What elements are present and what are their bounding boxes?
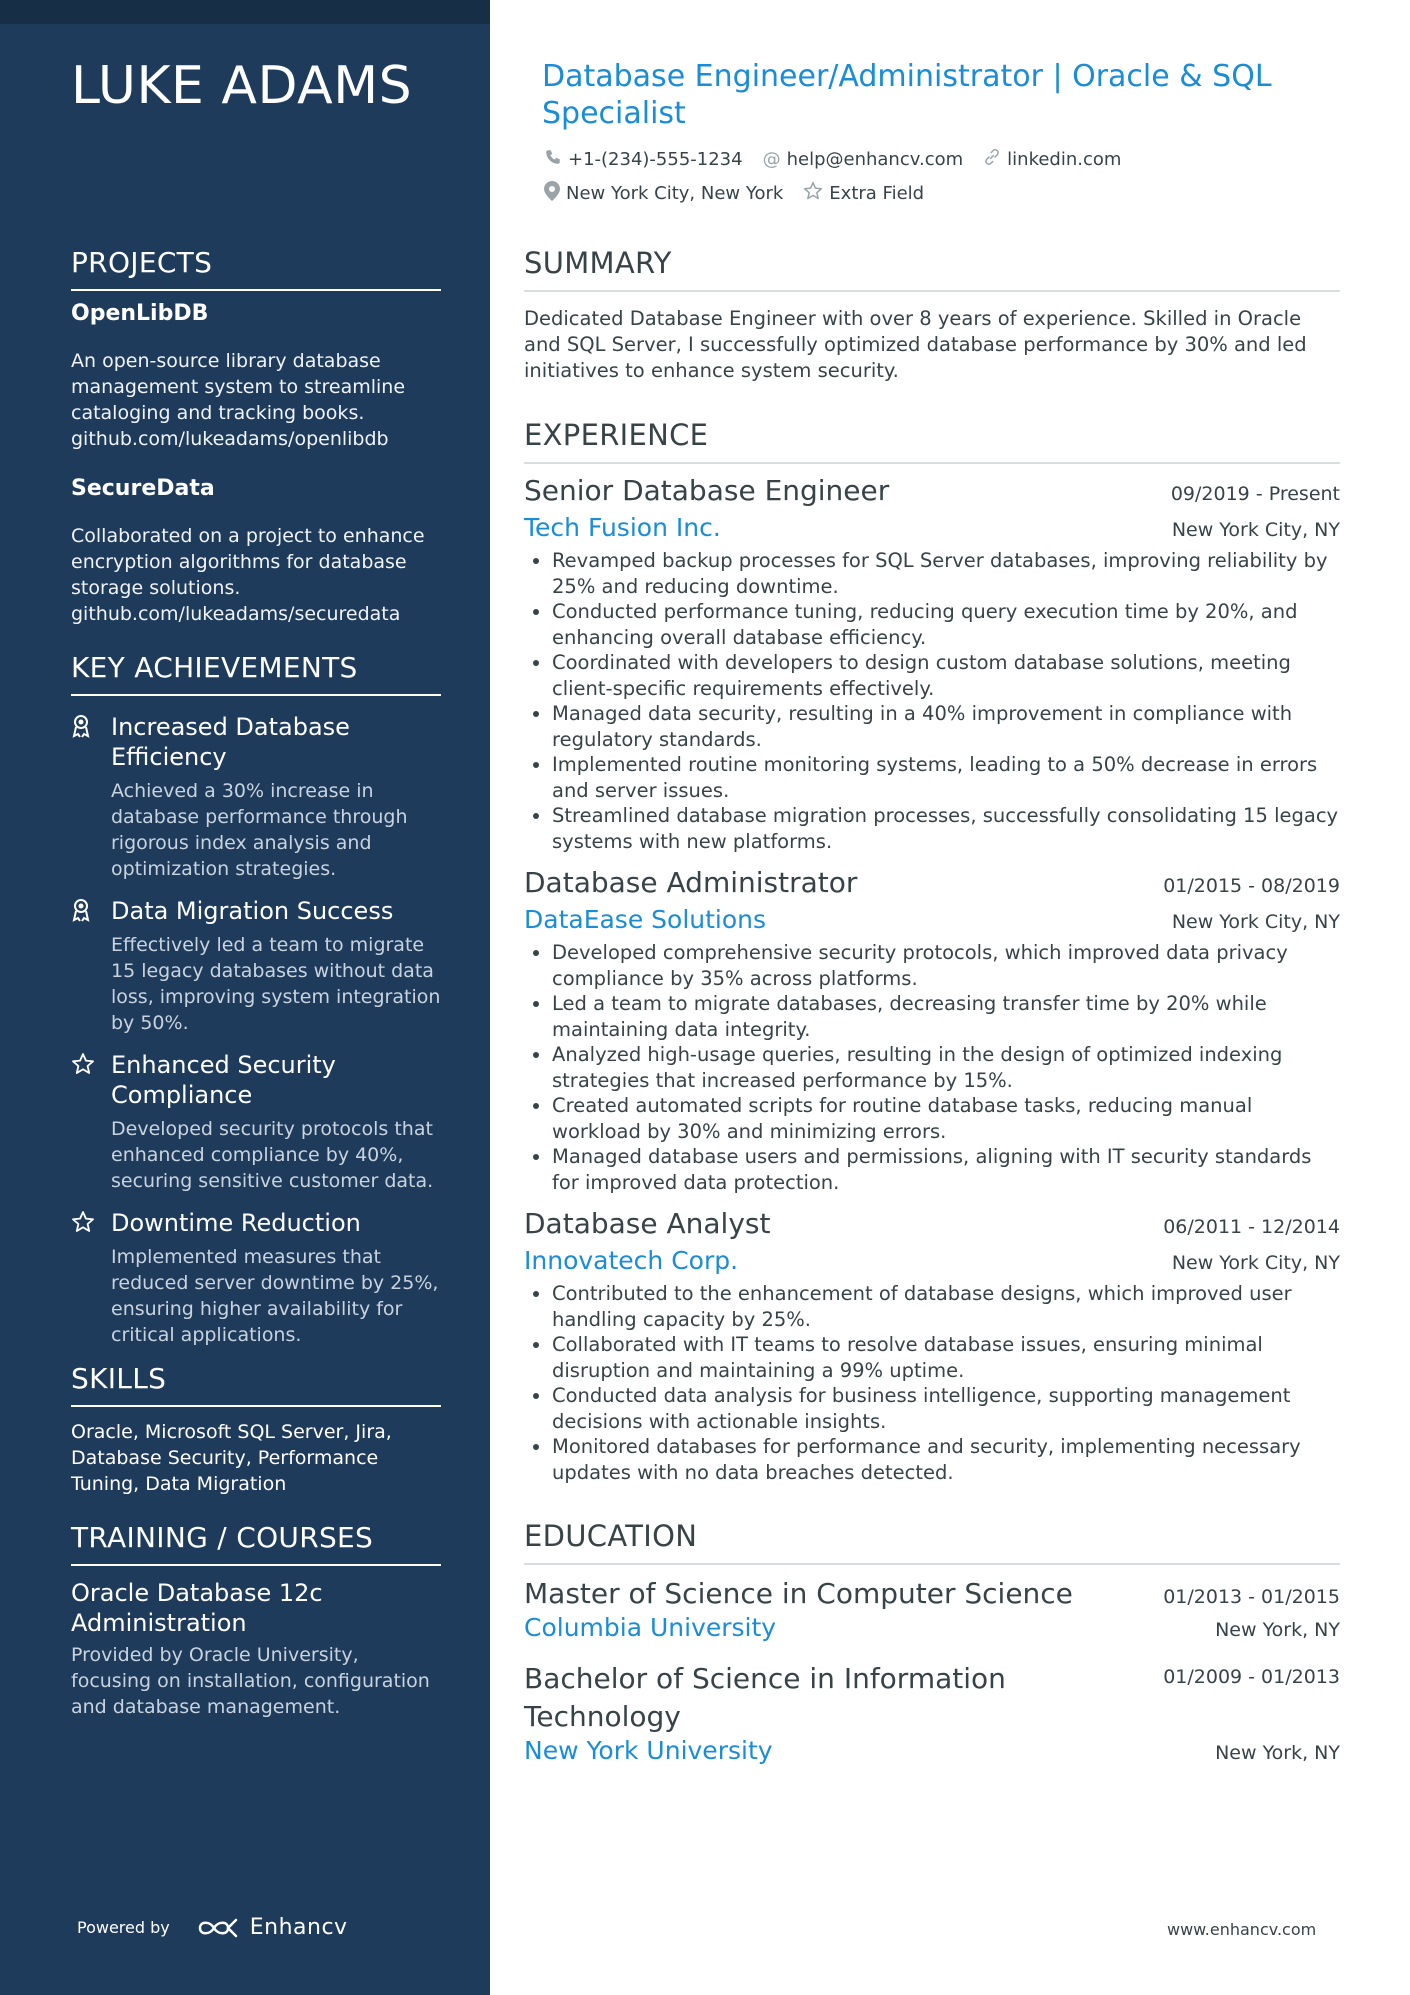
achievement-title: Enhanced Security Compliance [111,1051,336,1109]
education-item [524,1575,1340,1642]
star-icon [803,181,823,206]
experience-item [524,1207,1340,1485]
job-dates: 09/2019 - Present [1170,483,1340,505]
contact-location [544,181,783,206]
course-description: Provided by Oracle University, focusing on installation, configuration and database management. [71,1644,430,1718]
project-name: SecureData [71,476,215,501]
candidate-name: LUKE ADAMS [71,56,413,116]
achievement-title: Increased Database Efficiency [111,713,350,771]
projects-title: PROJECTS [71,246,441,291]
project-description: An open-source library database management system to streamline cataloging and tracking books. github.com/lukeadams/openlibdb [71,350,406,450]
achievement-description: Developed security protocols that enhanced compliance by 40%, securing sensitive customer data. [111,1118,434,1192]
contact-linkedin[interactable] [983,148,1121,171]
powered-by [77,1915,348,1940]
bullet-item: • Managed database users and permissions, aligning with IT security standards for improved data protection. [552,1144,1340,1195]
brand-logo [196,1915,348,1940]
edu-dates: 01/2009 - 01/2013 [1163,1666,1340,1688]
achievement-title: Downtime Reduction [111,1209,361,1237]
email-text: help@enhancv.com [786,149,964,170]
job-location: New York City, NY [1171,1252,1340,1274]
job-bullets [524,940,1340,1195]
phone-text: +1-(234)-555-1234 [568,149,743,170]
skills-section [71,1362,441,1497]
job-dates: 06/2011 - 12/2014 [1163,1216,1340,1238]
sidebar-content [71,246,441,1744]
main-content [524,246,1340,1783]
contact-phone[interactable] [544,148,743,171]
bullet-item: • Collaborated with IT teams to resolve database issues, ensuring minimal disruption and maintaining a 99% uptime. [552,1332,1340,1383]
bullet-item: • Analyzed high-usage queries, resulting in the design of optimized indexing strategies that increased performance by 15%. [552,1042,1340,1093]
bullet-item: • Coordinated with developers to design custom database solutions, meeting client-specific requirements effectively. [552,650,1340,701]
project-name: OpenLibDB [71,301,209,326]
bullet-item: • Created automated scripts for routine database tasks, reducing manual workload by 30% and minimizing errors. [552,1093,1340,1144]
degree: Bachelor of Science in Information Technology [524,1662,1006,1733]
achievements-title: KEY ACHIEVEMENTS [71,651,441,696]
bullet-item: • Developed comprehensive security protocols, which improved data privacy compliance by 35% across platforms. [552,940,1340,991]
job-company: Innovatech Corp. [524,1246,739,1275]
course-title: Oracle Database 12c Administration [71,1579,323,1637]
achievement-item [71,1050,441,1194]
powered-by-label: Powered by [77,1918,170,1937]
job-role: Database Administrator [524,866,858,899]
job-bullets [524,548,1340,854]
job-location: New York City, NY [1171,911,1340,933]
experience-title: EXPERIENCE [524,418,1340,464]
star-icon [71,1050,111,1194]
sidebar [0,0,490,1995]
star-icon [71,1208,111,1348]
school: Columbia University [524,1613,777,1642]
bullet-item: • Managed data security, resulting in a 40% improvement in compliance with regulatory standards. [552,701,1340,752]
achievement-item [71,896,441,1036]
school: New York University [524,1736,773,1765]
experience-item [524,866,1340,1195]
achievement-title: Data Migration Success [111,897,394,925]
phone-icon [544,148,562,171]
enhancv-logo-icon [196,1916,242,1940]
edu-location: New York, NY [1215,1619,1340,1641]
summary-title: SUMMARY [524,246,1340,292]
summary-text: Dedicated Database Engineer with over 8 years of experience. Skilled in Oracle and SQL Server, I successfully optimized database performance by 30% and led initiatives to enhance system security. [524,307,1307,382]
job-company: Tech Fusion Inc. [524,513,721,542]
job-bullets [524,1281,1340,1485]
bullet-item: • Implemented routine monitoring systems, leading to a 50% decrease in errors and server issues. [552,752,1340,803]
headline: Database Engineer/Administrator | Oracle & SQL Specialist [542,59,1272,131]
project-item [71,301,441,452]
contact-email[interactable] [763,148,964,171]
projects-section [71,246,441,627]
bullet-item: • Revamped backup processes for SQL Server databases, improving reliability by 25% and reducing downtime. [552,548,1340,599]
degree: Master of Science in Computer Science [524,1577,1073,1610]
location-text: New York City, New York [566,183,784,204]
contact-extra [803,181,924,206]
job-dates: 01/2015 - 08/2019 [1163,875,1340,897]
edu-dates: 01/2013 - 01/2015 [1163,1586,1340,1608]
experience-section [524,418,1340,1485]
brand-name: Enhancv [249,1915,348,1940]
achievement-description: Implemented measures that reduced server downtime by 25%, ensuring higher availability for critical applications. [111,1246,439,1346]
bullet-item: • Conducted data analysis for business intelligence, supporting management decisions with actionable insights. [552,1383,1340,1434]
education-title: EDUCATION [524,1519,1340,1565]
achievement-item [71,712,441,882]
contact-info [544,148,1324,216]
link-icon [983,148,1001,171]
training-title: TRAINING / COURSES [71,1521,441,1566]
training-section [71,1521,441,1720]
award-icon [71,712,111,882]
bullet-item: • Streamlined database migration processes, successfully consolidating 15 legacy systems with new platforms. [552,803,1340,854]
education-section [524,1519,1340,1765]
achievements-section [71,651,441,1348]
sidebar-top-bar [0,0,490,24]
summary-section [524,246,1340,384]
project-description: Collaborated on a project to enhance encryption algorithms for database storage solutions. github.com/lukeadams/securedata [71,525,425,625]
job-role: Senior Database Engineer [524,474,890,507]
extra-field-text: Extra Field [829,183,925,204]
job-company: DataEase Solutions [524,905,767,934]
at-icon: @ [762,149,781,170]
location-pin-icon [544,181,560,206]
skills-title: SKILLS [71,1362,441,1407]
bullet-item: • Conducted performance tuning, reducing query execution time by 20%, and enhancing overall database efficiency. [552,599,1340,650]
achievement-item [71,1208,441,1348]
edu-location: New York, NY [1215,1742,1340,1764]
bullet-item: • Monitored databases for performance and security, implementing necessary updates with no data breaches detected. [552,1434,1340,1485]
project-item [71,476,441,627]
award-icon [71,896,111,1036]
skills-list: Oracle, Microsoft SQL Server, Jira, Database Security, Performance Tuning, Data Migration [71,1421,392,1495]
job-location: New York City, NY [1171,519,1340,541]
experience-item [524,474,1340,854]
job-role: Database Analyst [524,1207,771,1240]
footer-url[interactable]: www.enhancv.com [1167,1920,1317,1939]
achievement-description: Achieved a 30% increase in database performance through rigorous index analysis and optimization strategies. [111,780,408,880]
bullet-item: • Led a team to migrate databases, decreasing transfer time by 20% while maintaining data integrity. [552,991,1340,1042]
education-item [524,1660,1340,1765]
bullet-item: • Contributed to the enhancement of database designs, which improved user handling capacity by 25%. [552,1281,1340,1332]
linkedin-text: linkedin.com [1007,149,1122,170]
achievement-description: Effectively led a team to migrate 15 legacy databases without data loss, improving system integration by 50%. [111,934,441,1034]
